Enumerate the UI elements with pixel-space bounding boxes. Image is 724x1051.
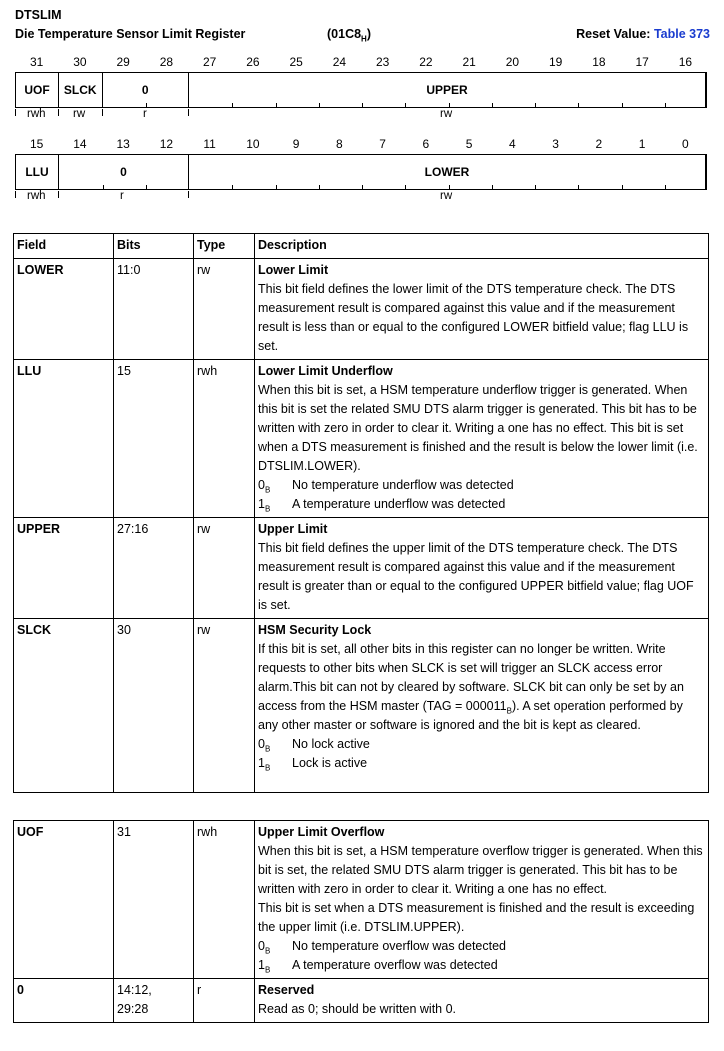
table-row [14,979,709,1023]
upper-access-types [15,108,707,122]
lower-register-box [15,154,707,190]
bit-number: 15 [29,137,44,151]
bit-number: 30 [73,55,87,69]
bit-number: 1 [638,137,646,151]
table-row [14,619,709,793]
description-title: Lower Limit Underflow [258,364,393,378]
field-upper: UPPER [189,73,706,107]
bit-number: 10 [246,137,260,151]
table-header-row [14,234,709,259]
field-llu: LLU [16,155,59,189]
description-text: Read as 0; should be written with 0. [258,1002,457,1016]
row-field: UOF [14,821,114,979]
field-table [13,233,709,793]
register-description: Die Temperature Sensor Limit Register [15,27,246,41]
access-type: rw [440,190,453,202]
description-title: Upper Limit [258,522,328,536]
enum-value-1: $1_B$ A temperature overflow was detected [258,958,498,975]
upper-bit-numbers [15,55,707,71]
bit-number: 28 [159,55,174,69]
row-description [255,821,709,979]
enum-value-1: $1_B$ Lock is active [258,756,368,773]
row-bits: 14:12, 29:28 [114,979,194,1023]
field-reserved-lower: 0 [59,155,189,189]
row-bits: 15 [114,360,194,518]
header-description: Description [255,234,709,259]
bit-number: 29 [116,55,130,69]
bit-number: 26 [246,55,260,69]
description-title: HSM Security Lock [258,623,372,637]
bit-number: 18 [592,55,606,69]
bit-number: 19 [548,55,563,69]
row-type: rwh [194,821,255,979]
row-type: r [194,979,255,1023]
description-text: This bit field defines the lower limit of the DTS temperature check. The DTS measurement result is compared against this value and if the measurement result is less than or equal to the configured LOWER bitfield value; flag LLU is set. [258,282,689,353]
row-type: rw [194,259,255,360]
access-type: rw [73,108,86,120]
row-field: 0 [14,979,114,1023]
lower-access-types [15,190,707,204]
field-reserved-upper: 0 [103,73,190,107]
bit-number: 21 [462,55,476,69]
bit-number: 16 [678,55,693,69]
bit-number: 27 [202,55,217,69]
description-text: If this bit is set, all other bits in this register can no longer be written. Write requests to other bits when SLCK is set will trigger an SLCK access error alarm.This bit can not by cleared by software. SLCK bit can only be set by an access from the HSM master $(TAG = 000011_B)$. A set operation performed by any other master or software is ignored and the bit is kept as cleared. [258,642,684,732]
bit-number: 22 [419,55,433,69]
bit-number: 31 [29,55,44,69]
bit-number: 11 [203,137,216,151]
row-description [255,979,709,1023]
access-type: rwh [27,108,46,120]
upper-register-box [15,72,707,108]
access-type: rw [440,108,453,120]
bit-number: 9 [292,137,300,151]
bit-number: 17 [635,55,649,69]
bit-number: 5 [465,137,473,151]
bit-number: 24 [332,55,347,69]
table-row [14,360,709,518]
access-type: rwh [27,190,46,202]
description-text: This bit field defines the upper limit of the DTS temperature check. The DTS measurement result is compared against this value and if the measurement result is greater than or equal to the configured UPPER bitfield value; flag UOF is set. [258,541,694,612]
description-title: Reserved [258,983,315,997]
row-type: rw [194,619,255,793]
row-field: UPPER [14,518,114,619]
row-field: LLU [14,360,114,518]
bit-number: 8 [336,137,343,151]
reset-value: Reset Value: Table 373 [576,27,710,41]
bit-number: 3 [552,137,559,151]
row-type: rwh [194,360,255,518]
bit-number: 12 [159,137,174,151]
lower-bit-numbers [15,137,707,153]
row-field: LOWER [14,259,114,360]
bit-number: 13 [116,137,130,151]
header-type: Type [194,234,255,259]
row-bits: 11:0 [114,259,194,360]
row-description [255,518,709,619]
access-type: r [143,108,147,120]
enum-value-0: $0_B$ No temperature overflow was detected [258,939,506,956]
bit-number: 2 [595,137,603,151]
register-name: DTSLIM [15,8,62,22]
register-address: $(01C8_H)$ [327,27,371,44]
bit-number: 25 [289,55,303,69]
enum-value-1: $1_B$ A temperature underflow was detected [258,497,506,514]
row-description [255,619,709,793]
bit-number: 0 [682,137,689,151]
enum-value-0: $0_B$ No lock active [258,737,370,754]
bit-number: 14 [73,137,87,151]
description-title: Upper Limit Overflow [258,825,385,839]
description-title: Lower Limit [258,263,329,277]
field-table-continued [13,820,709,1023]
table-row [14,821,709,979]
description-text-2: This bit is set when a DTS measurement is finished and the result is exceeding the upper limit (i.e. DTSLIM.UPPER). [258,901,695,934]
bit-number: 23 [375,55,390,69]
row-description [255,360,709,518]
row-bits: 27:16 [114,518,194,619]
field-slck: SLCK [59,73,103,107]
header-bits: Bits [114,234,194,259]
row-bits: 30 [114,619,194,793]
bit-number: 7 [379,137,386,151]
field-lower: LOWER [189,155,706,189]
reset-value-table-link[interactable]: Table 373 [653,27,710,41]
row-type: rw [194,518,255,619]
field-uof: UOF [16,73,59,107]
bit-number: 6 [422,137,430,151]
row-field: SLCK [14,619,114,793]
row-bits: 31 [114,821,194,979]
bit-number: 20 [505,55,520,69]
bit-number: 4 [509,137,516,151]
header-field: Field [14,234,114,259]
row-description [255,259,709,360]
enum-value-0: $0_B$ No temperature underflow was detected [258,478,514,495]
table-row [14,259,709,360]
table-row [14,518,709,619]
access-type: r [120,190,124,202]
description-text: When this bit is set, a HSM temperature overflow trigger is generated. When this bit is set, the related SMU DTS alarm trigger is generated. This bit has to be written with zero in order to clear it. Writing a one has no effect. [258,844,703,896]
description-text: When this bit is set, a HSM temperature underflow trigger is generated. When this bit is set the related SMU DTS alarm trigger is generated. This bit has to be written with zero in order to clear it. Writing a one has no effect. This bit is set when a DTS measurement is finished and the result is below the lower limit (i.e. DTSLIM.LOWER). [258,383,698,473]
